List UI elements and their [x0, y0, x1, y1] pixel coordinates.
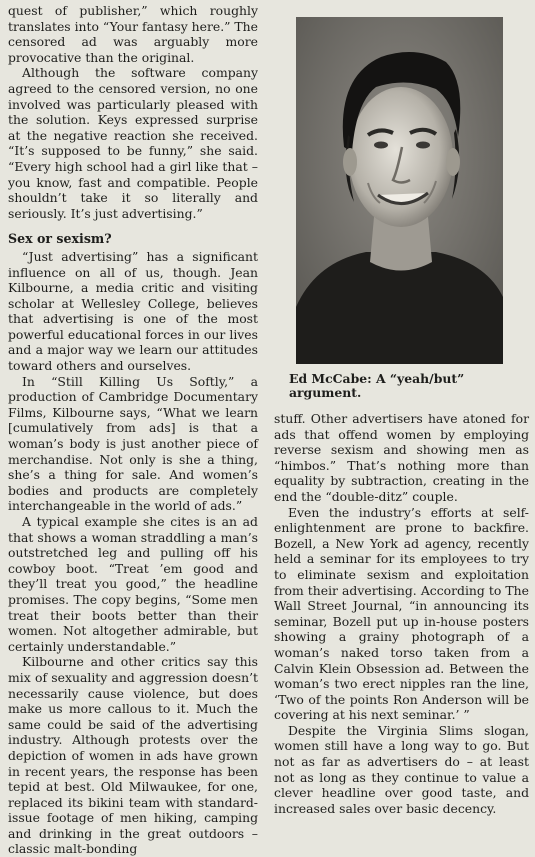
paragraph: A typical example she cites is an ad that shows a woman straddling a man’s outstretched leg and pulling off his cowboy boot. “Treat ’em good and they’ll treat you good,” the headline promises. The copy begins, “Some men treat their boots better than their women. Not altogether admirable, but certainly understandable.” [8, 514, 258, 654]
paragraph: stuff. Other advertisers have atoned for ads that offend women by employing reverse sexism and showing men as “himbos.” That’s nothing more than equality by subtraction, creating in the end the “double-ditz” couple. [274, 411, 529, 504]
right-column [274, 411, 529, 816]
paragraph: quest of publisher,” which roughly translates into “Your fantasy here.” The censored ad was arguably more provocative than the original. [8, 3, 258, 65]
left-column [8, 3, 258, 857]
paragraph: Although the software company agreed to the censored version, no one involved was particularly pleased with the solution. Keys expressed surprise at the negative reaction she received. “It’s supposed to be funny,” she said. “Every high school had a girl like that – you know, fast and compatible. People shouldn’t take it so literally and seriously. It’s just advertising.” [8, 65, 258, 221]
paragraph: In “Still Killing Us Softly,” a production of Cambridge Documentary Films, Kilbourne says, “What we learn [cumulatively from ads] is that a woman’s body is just another piece of merchandise. Not only is she a thing, she’s a thing for sale. And women’s bodies and products are completely interchangeable in the world of ads.” [8, 373, 258, 514]
paragraph: Even the industry’s efforts at self-enlightenment are prone to backfire. Bozell, a New York ad agency, recently held a seminar for its employees to try to eliminate sexism and exploitation from their advertising. According to The Wall Street Journal, “in announcing its seminar, Bozell put up in-house posters showing a grainy photograph of a woman’s naked torso taken from a Calvin Klein Obsession ad. Between the woman’s two erect nipples ran the line, ‘Two of the points Ron Anderson will be covering at his next seminar.’ ” [274, 504, 529, 723]
section-subhead: Sex or sexism? [8, 231, 112, 247]
portrait-illustration [296, 17, 503, 364]
paragraph: Despite the Virginia Slims slogan, women still have a long way to go. But not as far as advertisers do – at least not as long as they continue to value a clever headline over good taste, and increased sales over basic decency. [274, 722, 529, 816]
portrait-photo [296, 17, 503, 364]
photo-caption: Ed McCabe: A “yeah/but” argument. [289, 371, 465, 400]
paragraph: Kilbourne and other critics say this mix of sexuality and aggression doesn’t necessarily cause violence, but does make us more callous to it. Much the same could be said of the advertising industry. Although protests over the depiction of women in ads have grown in recent years, the response has been tepid at best. Old Milwaukee, for one, replaced its bikini team with standard-issue footage of men hiking, camping and drinking in the great outdoors – classic malt-bonding [8, 654, 258, 857]
paragraph: “Just advertising” has a significant influence on all of us, though. Jean Kilbourne, a media critic and visiting scholar at Wellesley College, believes that advertising is one of the most powerful educational forces in our lives and a major way we learn our attitudes toward others and ourselves. [8, 248, 258, 374]
